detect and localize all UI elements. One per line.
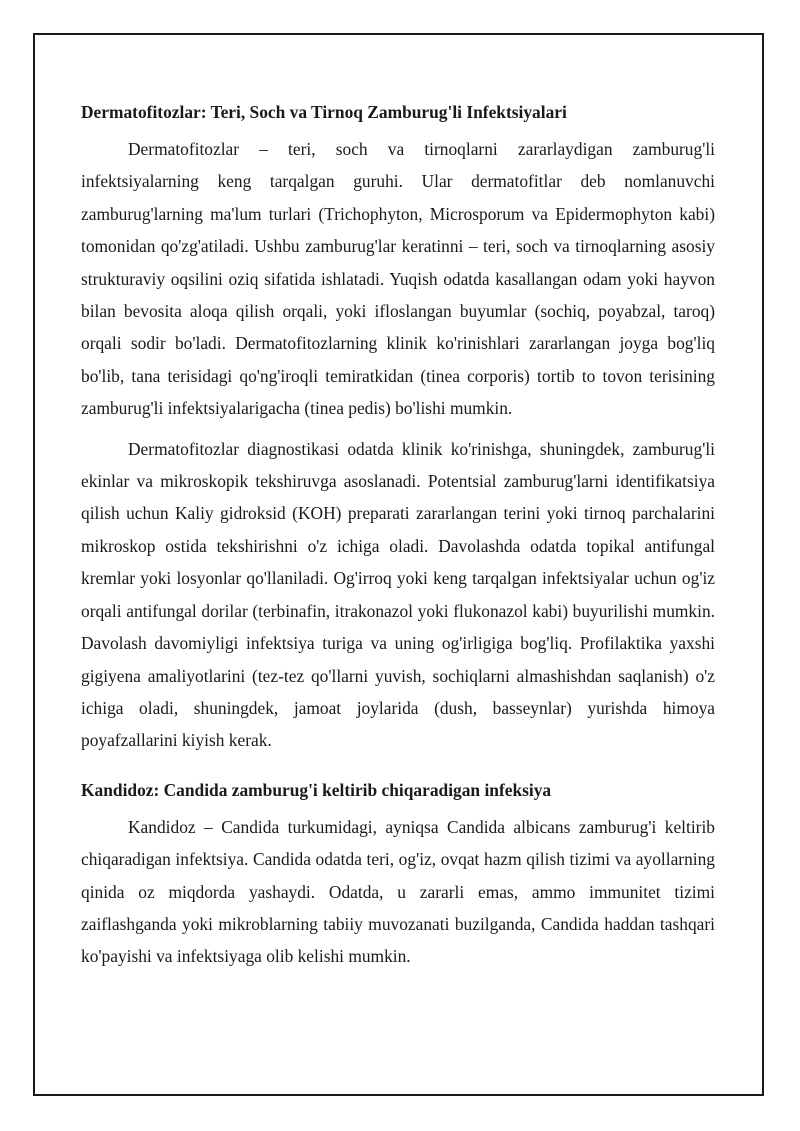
paragraph-dermatofitozlar-intro: Dermatofitozlar – teri, soch va tirnoqlarni zararlaydigan zamburug'li infektsiyalarning keng tarqalgan guruhi. Ular dermatofitlar deb nomlanuvchi zamburug'larning ma'lum turlari (Trichophyton, Microsporum va Epidermophyton kabi) tomonidan qo'zg'atiladi. Ushbu zamburug'lar keratinni – teri, soch va tirnoqlarning asosiy strukturaviy oqsilini oziq sifatida ishlatadi. Yuqish odatda kasallangan odam yoki hayvon bilan bevosita aloqa qilish orqali, yoki ifloslangan buyumlar (sochiq, poyabzal, taroq) orqali sodir bo'ladi. Dermatofitozlarning klinik ko'rinishlari zararlangan joyga bog'liq bo'lib, tana terisidagi qo'ng'iroqli temiratkidan (tinea corporis) tortib to tovon terisining zamburug'li infektsiyalarigacha (tinea pedis) bo'lishi mumkin.: [81, 139, 715, 419]
paragraph-dermatofitozlar-diagnosis: Dermatofitozlar diagnostikasi odatda klinik ko'rinishga, shuningdek, zamburug'li ekinlar va mikroskopik tekshiruvga asoslanadi. Potentsial zamburug'larni identifikatsiya qilish uchun Kaliy gidroksid (KOH) preparati zararlangan terini yoki tirnoq parchalarini mikroskop ostida tekshirishni o'z ichiga oladi. Davolashda odatda topikal antifungal kremlar yoki losyonlar qo'llaniladi. Og'irroq yoki keng tarqalgan infektsiyalar uchun og'iz orqali antifungal dorilar (terbinafin, itrakonazol yoki flukonazol kabi) buyurilishi mumkin. Davolash davomiyligi infektsiya turiga va uning og'irligiga bog'liq. Profilaktika yaxshi gigiyena amaliyotlarini (tez-tez qo'llarni yuvish, sochiqlarni almashishdan saqlanish) o'z ichiga oladi, shuningdek, jamoat joylarida (dush, basseynlar) yurishda himoya poyafzallarini kiyish kerak.: [81, 438, 715, 751]
paragraph-kandidoz-intro: Kandidoz – Candida turkumidagi, ayniqsa Candida albicans zamburug'i keltirib chiqaradigan infektsiya. Candida odatda teri, og'iz, ovqat hazm qilish tizimi va ayollarning qinida oz miqdorda yashaydi. Odatda, u zararli emas, ammo immunitet tizimi zaiflashganda yoki mikroblarning tabiiy muvozanati buzilganda, Candida haddan tashqari ko'payishi va infektsiyaga olib kelishi mumkin.: [81, 816, 715, 967]
section-heading-kandidoz: Kandidoz: Candida zamburug'i keltirib chiqaradigan infeksiya: [81, 779, 552, 800]
section-heading-dermatofitozlar: Dermatofitozlar: Teri, Soch va Tirnoq Zamburug'li Infektsiyalari: [81, 102, 567, 122]
document-body: [81, 99, 715, 981]
